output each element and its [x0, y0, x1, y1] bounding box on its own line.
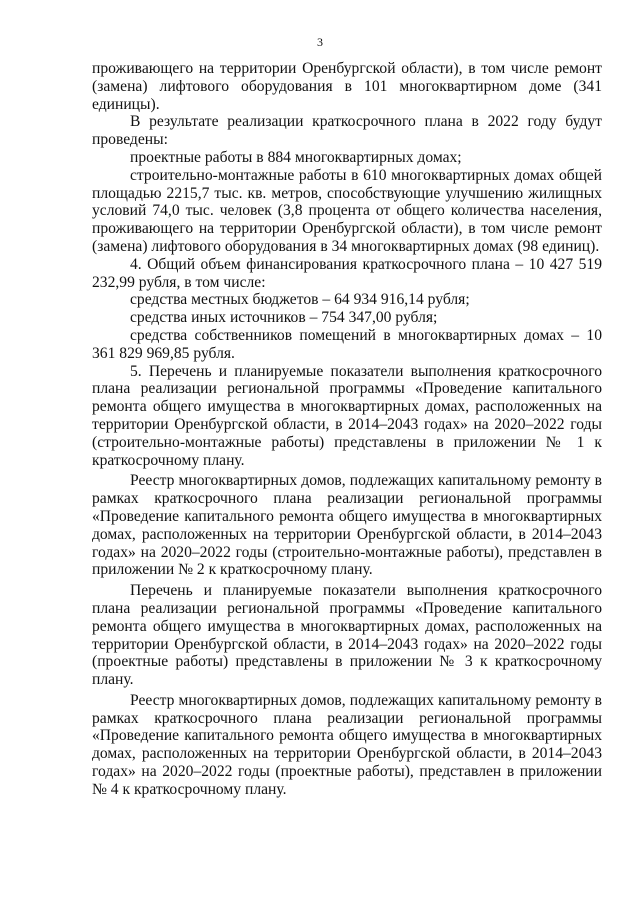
paragraph-appendix-1: 5. Перечень и планируемые показатели выполнения краткосрочного плана реализации региональной программы «Проведение капитального ремонта общего имущества в многоквартирных домах, расположенных на территории Оренбургской области, в 2014–2043 годах» на 2020–2022 годы (строительно-монтажные работы) представлены в приложении № 1 к краткосрочному плану.	[92, 362, 602, 469]
paragraph-appendix-4: Реестр многоквартирных домов, подлежащих капитальному ремонту в рамках краткосрочного плана реализации региональной программы «Проведение капитального ремонта общего имущества в многоквартирных домах, расположенных на территории Оренбургской области, в 2014–2043 годах» на 2020–2022 годы (проектные работы), представлен в приложении № 4 к краткосрочному плану.	[92, 691, 602, 798]
paragraph-design-works: проектные работы в 884 многоквартирных домах;	[130, 148, 462, 166]
paragraph-local-budgets: средства местных бюджетов – 64 934 916,14 рубля;	[130, 291, 470, 309]
paragraph-appendix-3: Перечень и планируемые показатели выполнения краткосрочного плана реализации региональной программы «Проведение капитального ремонта общего имущества в многоквартирных домах, расположенных на территории Оренбургской области, в 2014–2043 годах» на 2020–2022 годы (проектные работы) представлены в приложении № 3 к краткосрочному плану.	[92, 582, 602, 689]
document-body	[92, 60, 602, 799]
page-number: 3	[317, 35, 323, 49]
paragraph-construction-works: строительно-монтажные работы в 610 многоквартирных домах общей площадью 2215,7 тыс. кв. метров, способствующие улучшению жилищных условий 74,0 тыс. человек (3,8 процента от общего количества населения, проживающего на территории Оренбургской области), в том числе ремонт (замена) лифтового оборудования в 34 многоквартирных домах (98 единиц).	[92, 166, 602, 255]
paragraph-appendix-2: Реестр многоквартирных домов, подлежащих капитальному ремонту в рамках краткосрочного плана реализации региональной программы «Проведение капитального ремонта общего имущества в многоквартирных домах, расположенных на территории Оренбургской области, в 2014–2043 годах» на 2020–2022 годы (строительно-монтажные работы), представлен в приложении № 2 к краткосрочному плану.	[92, 472, 602, 579]
paragraph-financing-total: 4. Общий объем финансирования краткосрочного плана – 10 427 519 232,99 рубля, в том числе:	[92, 255, 602, 291]
paragraph-owners-funds: средства собственников помещений в многоквартирных домах – 10 361 829 969,85 рубля.	[92, 326, 602, 362]
paragraph-continuation: проживающего на территории Оренбургской области), в том числе ремонт (замена) лифтового оборудования в 101 многоквартирном доме (341 единицы).	[92, 60, 602, 113]
paragraph-other-sources: средства иных источников – 754 347,00 рубля;	[130, 309, 438, 327]
paragraph-results-intro: В результате реализации краткосрочного плана в 2022 году будут проведены:	[92, 113, 602, 149]
